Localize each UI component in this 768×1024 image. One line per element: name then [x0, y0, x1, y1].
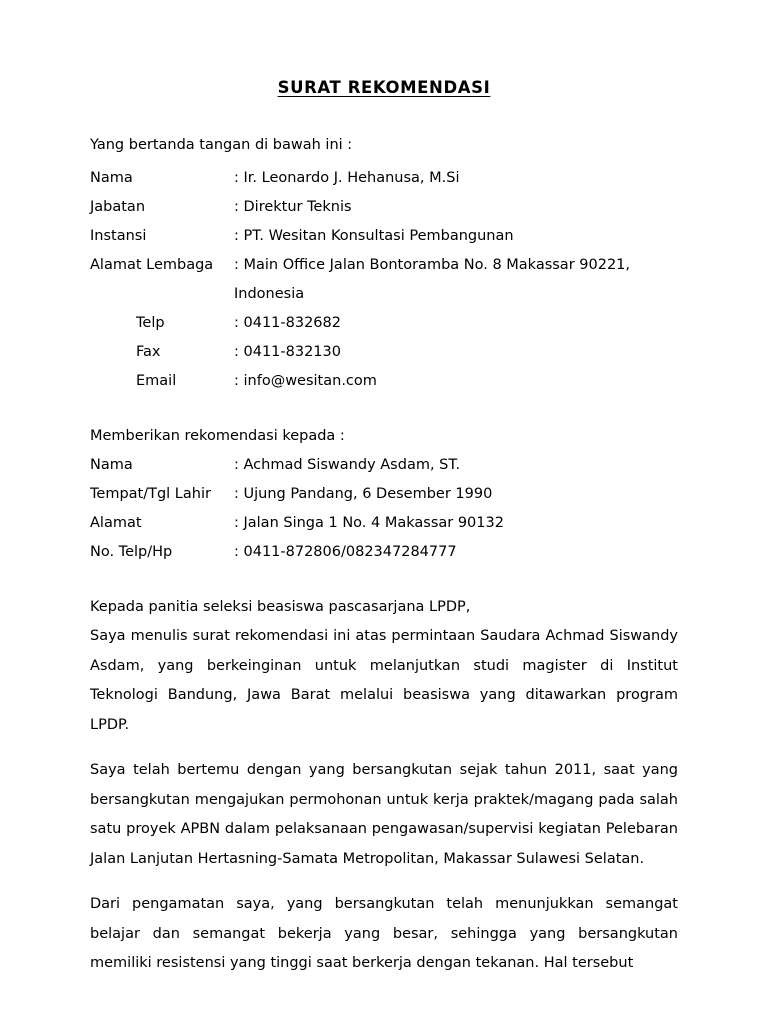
- intro-line: Yang bertanda tangan di bawah ini :: [90, 137, 353, 153]
- field-label: No. Telp/Hp: [90, 544, 173, 560]
- recipient-field-alamat: [90, 509, 678, 538]
- body-paragraph-2: Saya telah bertemu dengan yang bersangkutan sejak tahun 2011, saat yang bersangkutan mengajukan permohonan untuk kerja praktek/magang pada salah satu proyek APBN dalam pelaksanaan pengawasan/supervisi kegiatan Pelebaran Jalan Lanjutan Hertasning-Samata Metropolitan, Makassar Sulawesi Selatan.: [90, 762, 678, 867]
- field-label: Jabatan: [90, 199, 146, 215]
- field-label: Nama: [90, 170, 133, 186]
- field-value: : PT. Wesitan Konsultasi Pembangunan: [234, 228, 514, 244]
- field-value: : 0411-832130: [234, 344, 341, 360]
- recipient-field-nama: [90, 451, 678, 480]
- field-value: : Ir. Leonardo J. Hehanusa, M.Si: [234, 170, 460, 186]
- contact-field-telp: [90, 309, 678, 338]
- signer-field-jabatan: [90, 193, 678, 222]
- signer-field-instansi: [90, 222, 678, 251]
- field-value: : info@wesitan.com: [234, 373, 377, 389]
- body-paragraph-1: Saya menulis surat rekomendasi ini atas permintaan Saudara Achmad Siswandy Asdam, yang berkeinginan untuk melanjutkan studi magister di Institut Teknologi Bandung, Jawa Barat melalui beasiswa yang ditawarkan program LPDP.: [90, 628, 678, 733]
- salutation: Kepada panitia seleksi beasiswa pascasarjana LPDP,: [90, 599, 471, 615]
- field-label: Alamat Lembaga: [90, 257, 214, 273]
- recipient-field-tempat-tgl-lahir: [90, 480, 678, 509]
- field-label: Instansi: [90, 228, 147, 244]
- field-label: Telp: [136, 315, 165, 331]
- contact-field-email: [90, 367, 678, 396]
- signer-field-alamat-lembaga: [90, 251, 678, 309]
- field-value: : Ujung Pandang, 6 Desember 1990: [234, 486, 493, 502]
- signer-field-nama: [90, 164, 678, 193]
- field-value: : 0411-872806/082347284777: [234, 544, 457, 560]
- contact-field-fax: [90, 338, 678, 367]
- field-label: Email: [136, 373, 177, 389]
- field-value: : Main Office Jalan Bontoramba No. 8 Makassar 90221, Indonesia: [234, 257, 631, 302]
- field-value: : Jalan Singa 1 No. 4 Makassar 90132: [234, 515, 504, 531]
- recipient-field-no-telp-hp: [90, 538, 678, 567]
- field-label: Tempat/Tgl Lahir: [90, 486, 211, 502]
- field-value: : Achmad Siswandy Asdam, ST.: [234, 457, 461, 473]
- field-value: : 0411-832682: [234, 315, 341, 331]
- page-title: SURAT REKOMENDASI: [277, 78, 491, 97]
- field-label: Nama: [90, 457, 133, 473]
- spacer: [90, 396, 678, 422]
- field-value: : Direktur Teknis: [234, 199, 352, 215]
- field-label: Alamat: [90, 515, 142, 531]
- body-paragraph-3: Dari pengamatan saya, yang bersangkutan telah menunjukkan semangat belajar dan semangat bekerja yang besar, sehingga yang bersangkutan memiliki resistensi yang tinggi saat berkerja dengan tekanan. Hal tersebut: [90, 896, 678, 971]
- spacer: [90, 567, 678, 593]
- field-label: Fax: [136, 344, 161, 360]
- recommend-line: Memberikan rekomendasi kepada :: [90, 428, 345, 444]
